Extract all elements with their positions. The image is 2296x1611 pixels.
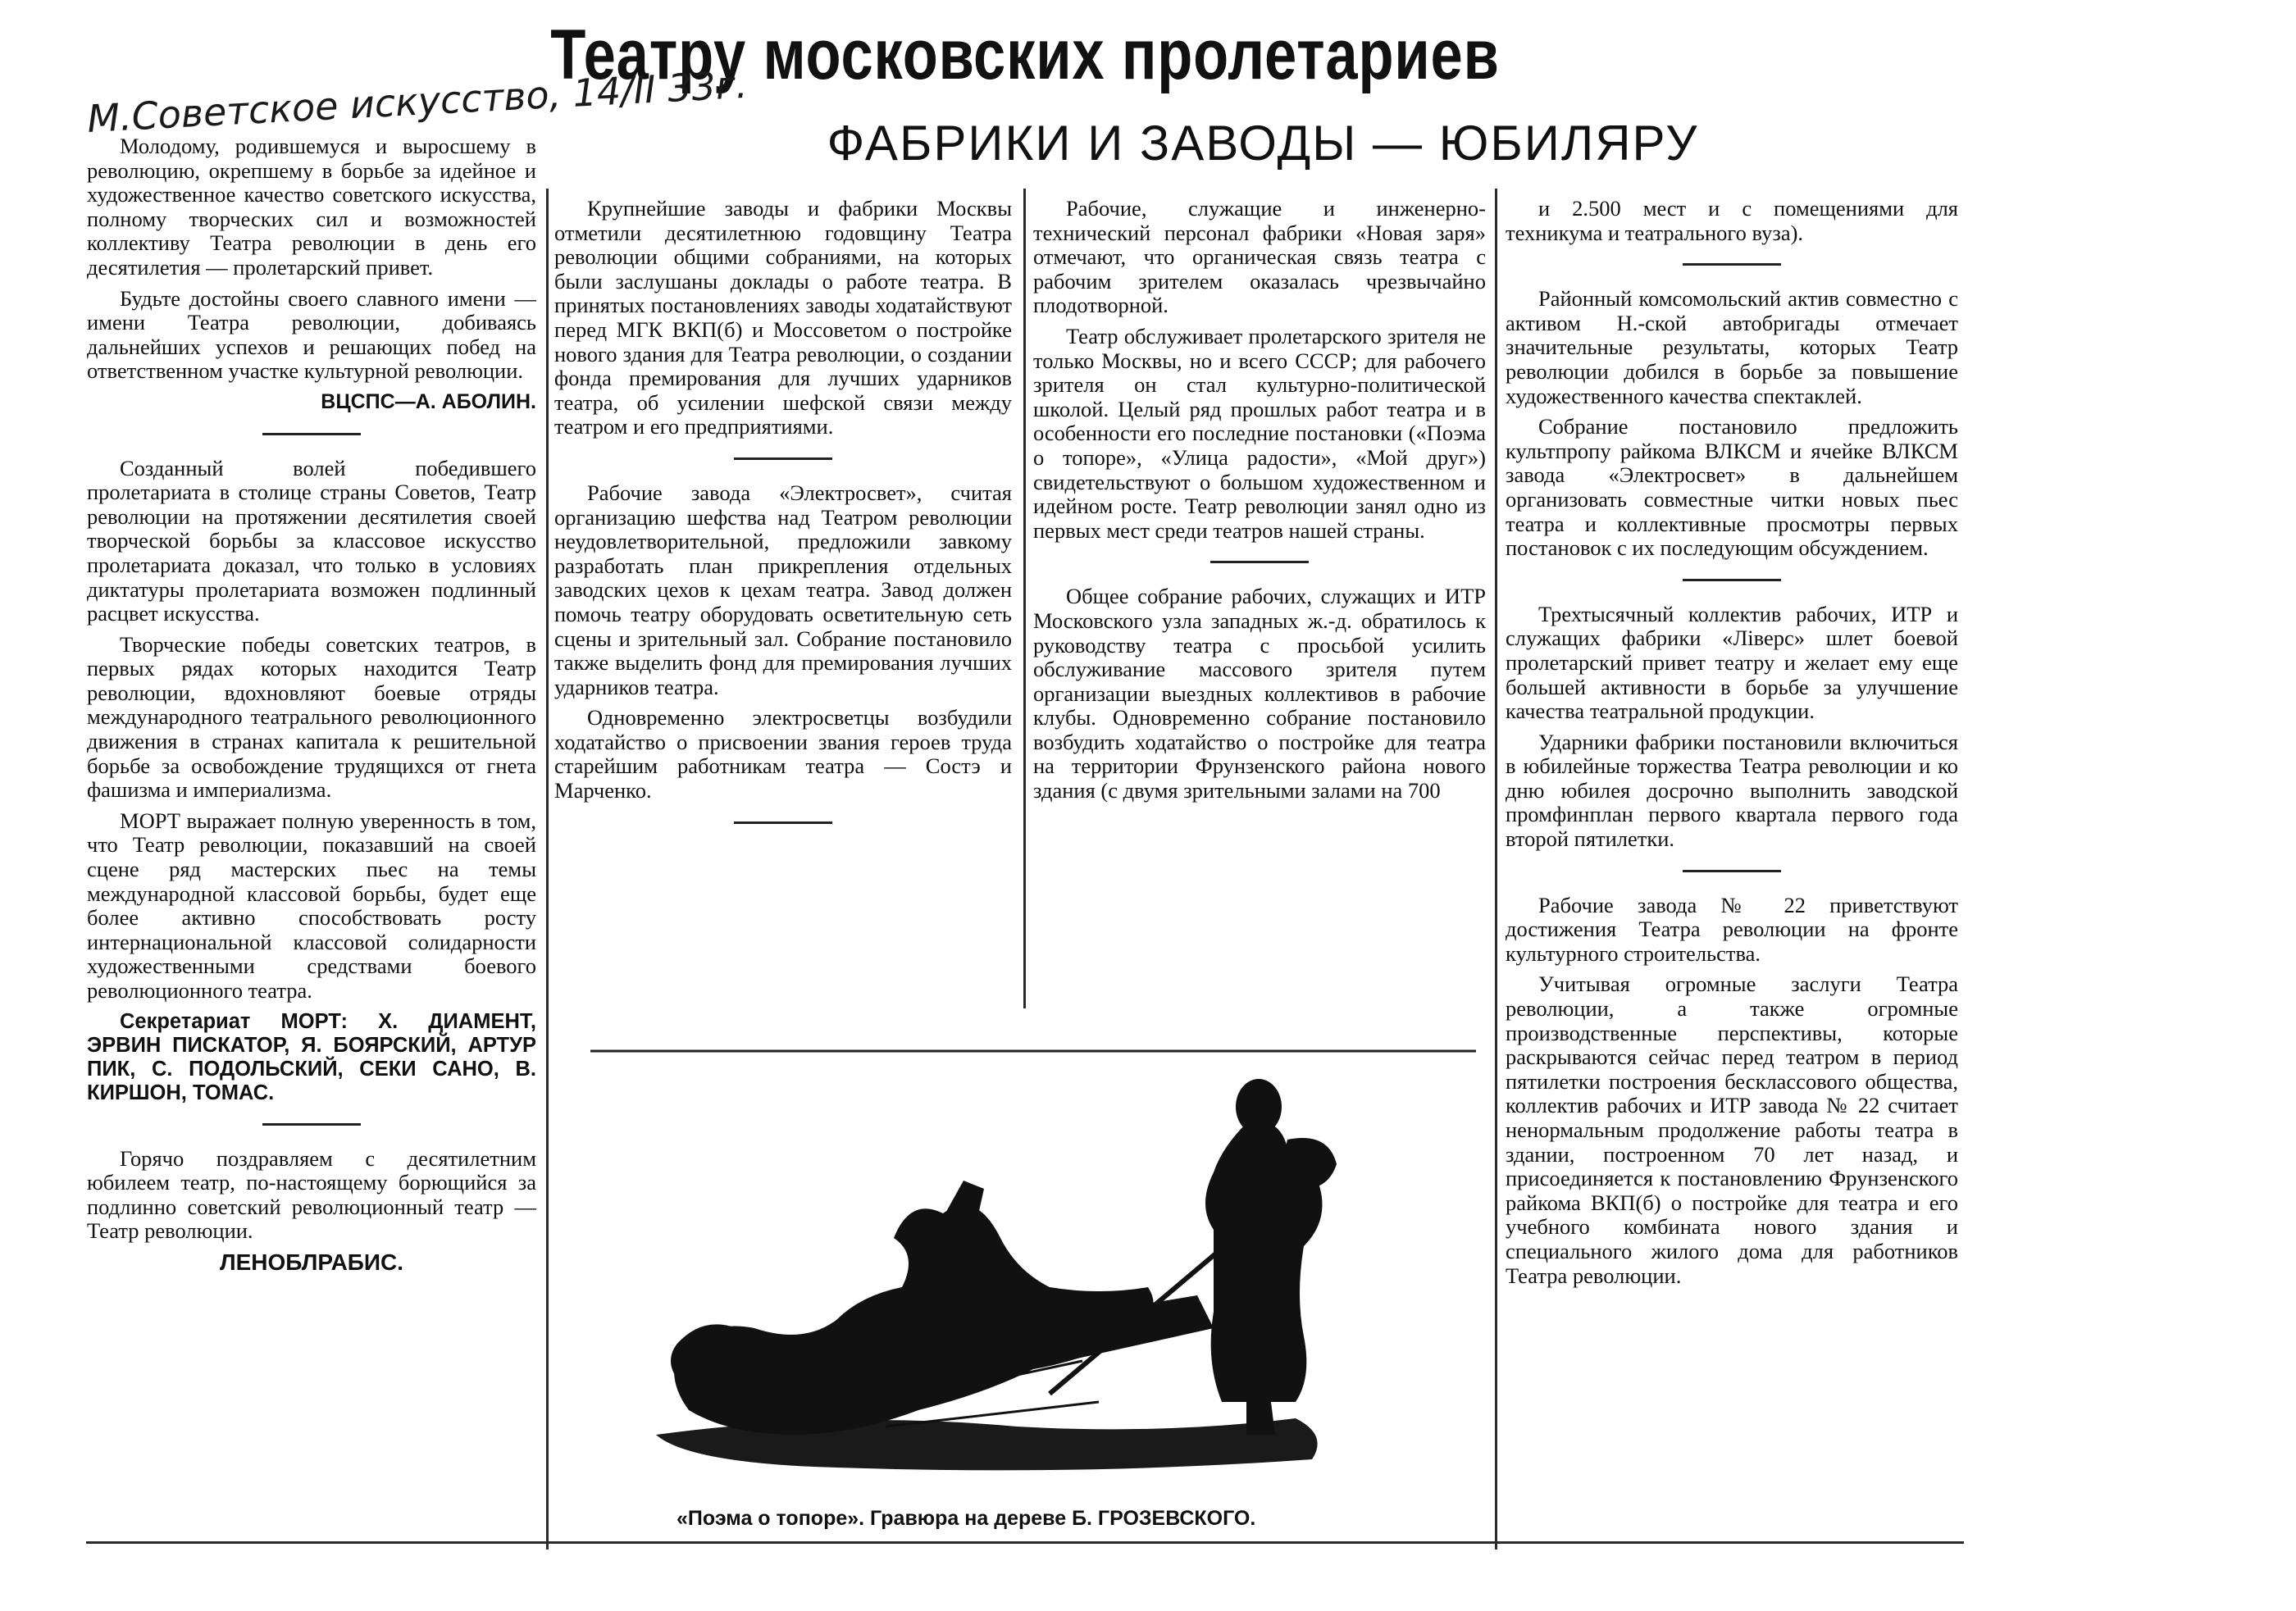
- separator: [1683, 263, 1781, 266]
- section-subheading: ФАБРИКИ И ЗАВОДЫ — ЮБИЛЯРУ: [827, 116, 1699, 171]
- signature-block: Секретариат МОРТ: Х. ДИАМЕНТ, ЭРВИН ПИСКАТОР, Я. БОЯРСКИЙ, АРТУР ПИК, С. ПОДОЛЬСКИЙ, СЕКИ САНО, В. КИРШОН, ТОМАС.: [87, 1009, 536, 1104]
- separator: [262, 1123, 361, 1126]
- signature: ВЦСПС—А. АБОЛИН.: [321, 389, 536, 413]
- article-paragraph: Районный комсомольский актив совместно с активом Н.-ской автобригады отмечает значительные результаты, которых Театр революции добился в борьбе за повышение художественного качества спектаклей.: [1506, 286, 1958, 408]
- illustration-caption: «Поэма о топоре». Гравюра на дереве Б. ГРОЗЕВСКОГО.: [676, 1507, 1256, 1530]
- column-3: [1033, 197, 1486, 810]
- greeting-paragraph: Молодому, родившемуся и выросшему в революцию, окрепшему в борьбе за идейное и художественное качество советского искусства, полному творческих сил и возможностей коллективу Театра революции в день его десятилетия — пролетарский привет.: [87, 134, 536, 280]
- article-paragraph: Общее собрание рабочих, служащих и ИТР Московского узла западных ж.-д. обратилось к руководству театра с просьбой усилить обслуживание массового зрителя путем организации выездных коллективов в рабочие клубы. Одновременно собрание постановило возбудить ходатайство о постройке для театра на территории Фрунзенского района нового здания (с двумя зрительными залами на 700: [1033, 584, 1486, 803]
- article-paragraph: Трехтысячный коллектив рабочих, ИТР и служащих фабрики «Ліверс» шлет боевой пролетарский привет театру и желает ему еще большей активности в борьбе за улучшение качества театральной продукции.: [1506, 601, 1958, 724]
- column-4: [1506, 197, 1958, 1295]
- separator: [262, 433, 361, 435]
- article-paragraph: Собрание постановило предложить культпропу райкома ВЛКСМ и ячейке ВЛКСМ завода «Электросвет» в дальнейшем организовать совместные читки новых пьес театра и коллективные просмотры первых постановок с их последующим обсуждением.: [1506, 414, 1958, 561]
- article-paragraph: Ударники фабрики постановили включиться в юбилейные торжества Театра революции и ко дню юбилея досрочно выполнить заводской промфинплан первого квартала первого года второй пятилетки.: [1506, 729, 1958, 852]
- signature: ЛЕНОБЛРАБИС.: [219, 1249, 404, 1275]
- article-paragraph: Одновременно электросветцы возбудили ходатайство о присвоении звания героев труда старейшим работникам театра — Состэ и Марченко.: [554, 705, 1012, 803]
- article-paragraph: Учитывая огромные заслуги Театра революции, а также огромные производственные перспективы, которые раскрываются сейчас перед театром в период пятилетки построения бесклассового общества, коллектив рабочих и ИТР завода № 22 считает ненормальным продолжение работы театра в здании, построенном 70 лет назад, и присоединяется к постановлению Фрунзенского райкома ВКП(б) о постройке для театра и его учебного комбината нового здания и специального жилого дома для работников Театра революции.: [1506, 972, 1958, 1288]
- article-paragraph: и 2.500 мест и с помещениями для техникума и театрального вуза).: [1506, 196, 1958, 245]
- mort-paragraph: Созданный волей победившего пролетариата в столице страны Советов, Театр революции на протяжении десятилетия своей творческой борьбы за классовое искусство пролетариата доказал, что только в условиях диктатуры пролетариата возможен подлинный расцвет искусства.: [87, 455, 536, 626]
- article-paragraph: Театр обслуживает пролетарского зрителя не только Москвы, но и всего СССР; для рабочего зрителя он стал культурно-политической школой. Целый ряд прошлых работ театра и в особенности его последние постановки («Поэма о топоре», «Улица радости», «Мой друг») свидетельствуют о большом художественном и идейном росте. Театр революции занял одно из первых мест среди театров нашей страны.: [1033, 323, 1486, 543]
- column-1: [87, 134, 536, 1281]
- article-paragraph: Крупнейшие заводы и фабрики Москвы отметили десятилетнюю годовщину Театра революции общими собраниями, на которых были заслушаны доклады о работе театра. В принятых постановлениях заводы ходатайствуют перед МГК ВКП(б) и Моссоветом о постройке нового здания для Театра революции, о создании фонда премирования для лучших ударников театра, об усилении шефской связи между театром и его предприятиями.: [554, 196, 1012, 439]
- separator: [1210, 561, 1309, 563]
- article-paragraph: Рабочие, служащие и инженерно-технический персонал фабрики «Новая заря» отмечают, что органическая связь театра с рабочим зрителем оказалась чрезвычайно плодотворной.: [1033, 196, 1486, 318]
- bottom-rule: [86, 1541, 1964, 1544]
- lenoblrabis-paragraph: Горячо поздравляем с десятилетним юбилеем театр, по-настоящему борющийся за подлинно советский революционный театр — Театр революции.: [87, 1145, 536, 1244]
- column-divider: [1023, 189, 1026, 1008]
- separator: [734, 457, 832, 460]
- column-divider: [1495, 189, 1497, 1550]
- separator: [1683, 870, 1781, 872]
- greeting-paragraph: Будьте достойны своего славного имени — имени Театра революции, добиваясь дальнейших успехов и решающих побед на ответственном участке культурной революции.: [87, 285, 536, 384]
- column-divider: [546, 189, 549, 1550]
- article-paragraph: Рабочие завода № 22 приветствуют достижения Театра революции на фронте культурного строительства.: [1506, 892, 1958, 966]
- page-title: Театру московских пролетариев: [550, 16, 1500, 94]
- article-paragraph: Рабочие завода «Электросвет», считая организацию шефства над Театром революции неудовлетворительной, предложили завкому разработать план прикрепления отдельных заводских цехов к цехам театра. Завод должен помочь театру оборудовать осветительную сеть сцены и зрительный зал. Собрание постановило также выделить фонд для премирования лучших ударников театра.: [554, 480, 1012, 699]
- engraving-illustration: [590, 1049, 1476, 1509]
- separator: [1683, 579, 1781, 581]
- column-2: [554, 197, 1012, 845]
- mort-paragraph: Творческие победы советских театров, в первых рядах которых находится Театр революции, вдохновляют боевые отряды международного театрального революционного движения в странах капитала к решительной борьбе за освобождение трудящихся от гнета фашизма и империализма.: [87, 631, 536, 803]
- separator: [734, 821, 832, 824]
- handwritten-source-note: М.Советское искусство, 14/II 33г.: [86, 61, 749, 141]
- mort-paragraph: МОРТ выражает полную уверенность в том, что Театр революции, показавший на своей сцене ряд мастерских пьес на темы международной классовой борьбы, будет еще более активно способствовать росту интернациональной классовой солидарности художественными средствами боевого революционного театра.: [87, 808, 536, 1003]
